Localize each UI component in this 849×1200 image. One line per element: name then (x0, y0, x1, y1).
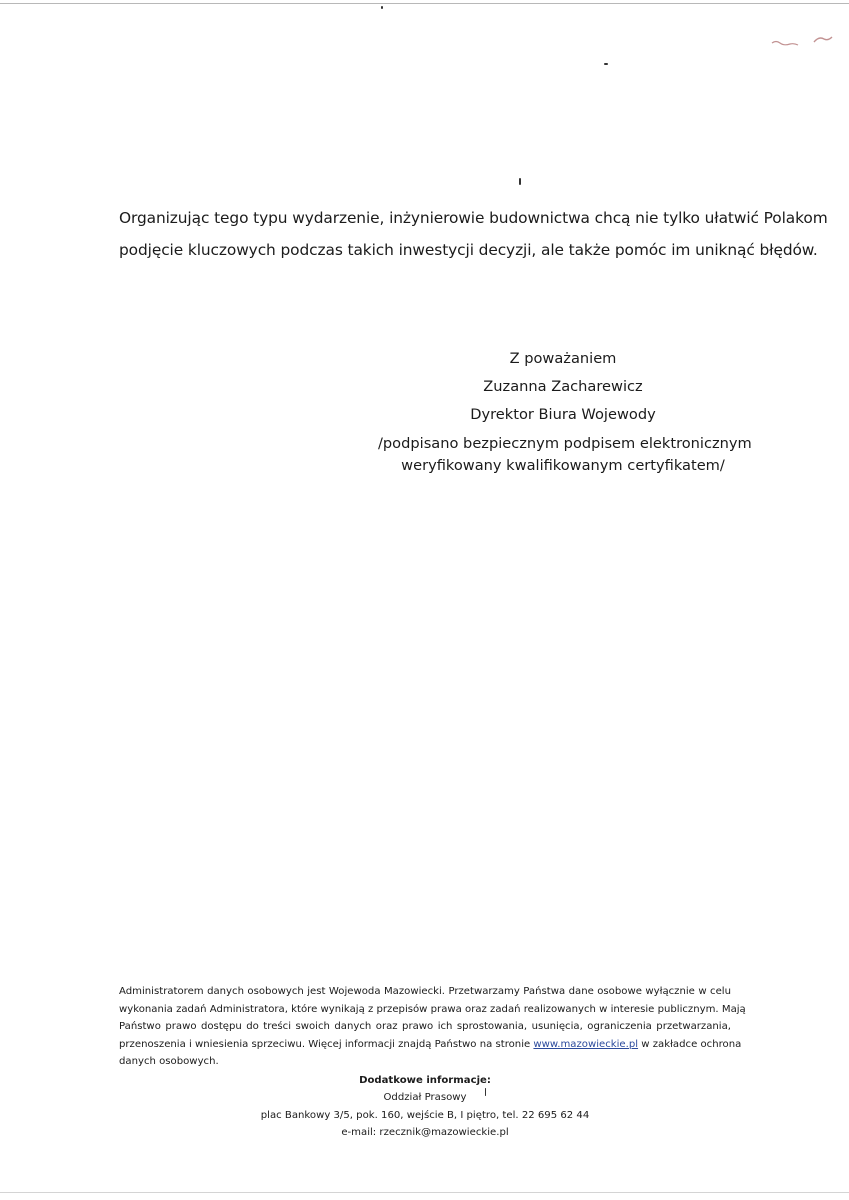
footer (119, 983, 746, 1142)
website-link[interactable]: www.mazowieckie.pl (533, 1038, 639, 1050)
paragraph-line: podjęcie kluczowych podczas takich inwestycji decyzji, ale także pomóc im uniknąć błędów. (119, 241, 818, 259)
contact-info (119, 1072, 731, 1142)
scan-speck (519, 178, 521, 185)
signatory-title: Dyrektor Biura Wojewody (470, 406, 656, 423)
privacy-notice (119, 983, 746, 1071)
scan-edge-top (0, 3, 849, 4)
signature-block (378, 345, 752, 477)
scan-smudge-icon (768, 34, 838, 50)
signature-note-line: /podpisano bezpiecznym podpisem elektronicznym (378, 435, 752, 452)
contact-heading: Dodatkowe informacje: (359, 1074, 491, 1086)
scan-speck (604, 63, 608, 65)
privacy-line: wykonania zadań Administratora, które wynikają z przepisów prawa oraz zadań realizowanych w interesie publicznym. Mają (119, 1003, 746, 1015)
contact-email[interactable]: e-mail: rzecznik@mazowieckie.pl (341, 1127, 509, 1138)
signature-closing: Z poważaniem (509, 350, 617, 367)
contact-address: plac Bankowy 3/5, pok. 160, wejście B, I piętro, tel. 22 695 62 44 (260, 1109, 590, 1121)
contact-unit: Oddział Prasowy (383, 1092, 467, 1103)
paragraph-line: Organizując tego typu wydarzenie, inżynierowie budownictwa chcą nie tylko ułatwić Polakom (119, 209, 828, 227)
signatory-name: Zuzanna Zacharewicz (483, 378, 643, 395)
scan-edge-bottom (0, 1192, 849, 1193)
privacy-line: danych osobowych. (119, 1056, 219, 1067)
body-paragraph (119, 202, 828, 266)
privacy-line-text: przenoszenia i wniesienia sprzeciwu. Więcej informacji znajdą Państwo na stronie (119, 1038, 534, 1050)
privacy-line-text: w zakładce ochrona (638, 1038, 742, 1050)
privacy-line (119, 1036, 742, 1054)
scan-speck (381, 6, 383, 9)
signature-note-line: weryfikowany kwalifikowanym certyfikatem/ (401, 457, 725, 474)
electronic-signature-note (378, 433, 752, 477)
privacy-line: Administratorem danych osobowych jest Wojewoda Mazowiecki. Przetwarzamy Państwa dane osobowe wyłącznie w celu (119, 986, 731, 997)
privacy-line: Państwo prawo dostępu do treści swoich danych oraz prawo ich sprostowania, usunięcia, ograniczenia przetwarzania, (119, 1021, 731, 1032)
